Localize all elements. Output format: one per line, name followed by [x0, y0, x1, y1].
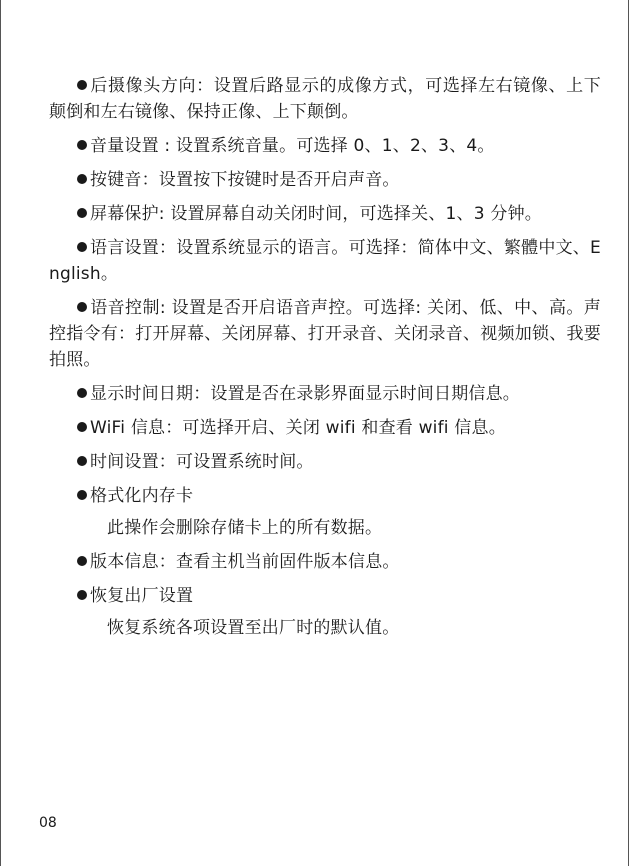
item-text: 屏幕保护: 设置屏幕自动关闭时间，可选择关、1、3 分钟。 — [90, 204, 542, 224]
item-text: 版本信息：查看主机当前固件版本信息。 — [90, 552, 400, 572]
bullet-icon — [77, 208, 87, 218]
item-detail: 恢复系统各项设置至出厂时的默认值。 — [107, 618, 400, 638]
bullet-icon — [77, 422, 87, 432]
list-item-rear-camera — [49, 73, 601, 125]
list-item-key-sound — [49, 167, 601, 193]
list-item-language — [49, 235, 601, 287]
bullet-icon — [77, 174, 87, 184]
list-item-volume — [49, 133, 601, 159]
settings-list — [49, 73, 601, 649]
item-text: 按键音：设置按下按键时是否开启声音。 — [90, 170, 400, 190]
item-detail: 此操作会删除存储卡上的所有数据。 — [107, 518, 383, 538]
item-text: 语言设置：设置系统显示的语言。可选择：简体中文、繁體中文、English。 — [49, 238, 601, 284]
bullet-icon — [77, 242, 87, 252]
page-number: 08 — [39, 815, 57, 831]
item-text: 音量设置 : 设置系统音量。可选择 0、1、2、3、4。 — [90, 136, 495, 156]
item-text: WiFi 信息：可选择开启、关闭 wifi 和查看 wifi 信息。 — [90, 418, 506, 438]
bullet-icon — [77, 590, 87, 600]
bullet-icon — [77, 80, 87, 90]
list-item-factory-reset — [49, 583, 601, 609]
list-item-datetime-display — [49, 381, 601, 407]
bullet-icon — [77, 302, 87, 312]
bullet-icon — [77, 556, 87, 566]
item-text: 后摄像头方向：设置后路显示的成像方式，可选择左右镜像、上下颠倒和左右镜像、保持正像、上下颠倒。 — [49, 76, 601, 122]
list-item-version — [49, 549, 601, 575]
item-text: 语音控制: 设置是否开启语音声控。可选择: 关闭、低、中、高。声控指令有：打开屏幕、关闭屏幕、打开录音、关闭录音、视频加锁、我要拍照。 — [49, 298, 601, 370]
list-item-screensaver — [49, 201, 601, 227]
bullet-icon — [77, 388, 87, 398]
bullet-icon — [77, 490, 87, 500]
bullet-icon — [77, 456, 87, 466]
item-text: 时间设置：可设置系统时间。 — [90, 452, 314, 472]
list-item-wifi — [49, 415, 601, 441]
item-text: 格式化内存卡 — [90, 486, 194, 506]
list-item-time-setting — [49, 449, 601, 475]
item-text: 恢复出厂设置 — [90, 586, 194, 606]
list-item-format-card — [49, 483, 601, 509]
list-item-voice-control — [49, 295, 601, 373]
item-text: 显示时间日期：设置是否在录影界面显示时间日期信息。 — [90, 384, 520, 404]
bullet-icon — [77, 140, 87, 150]
